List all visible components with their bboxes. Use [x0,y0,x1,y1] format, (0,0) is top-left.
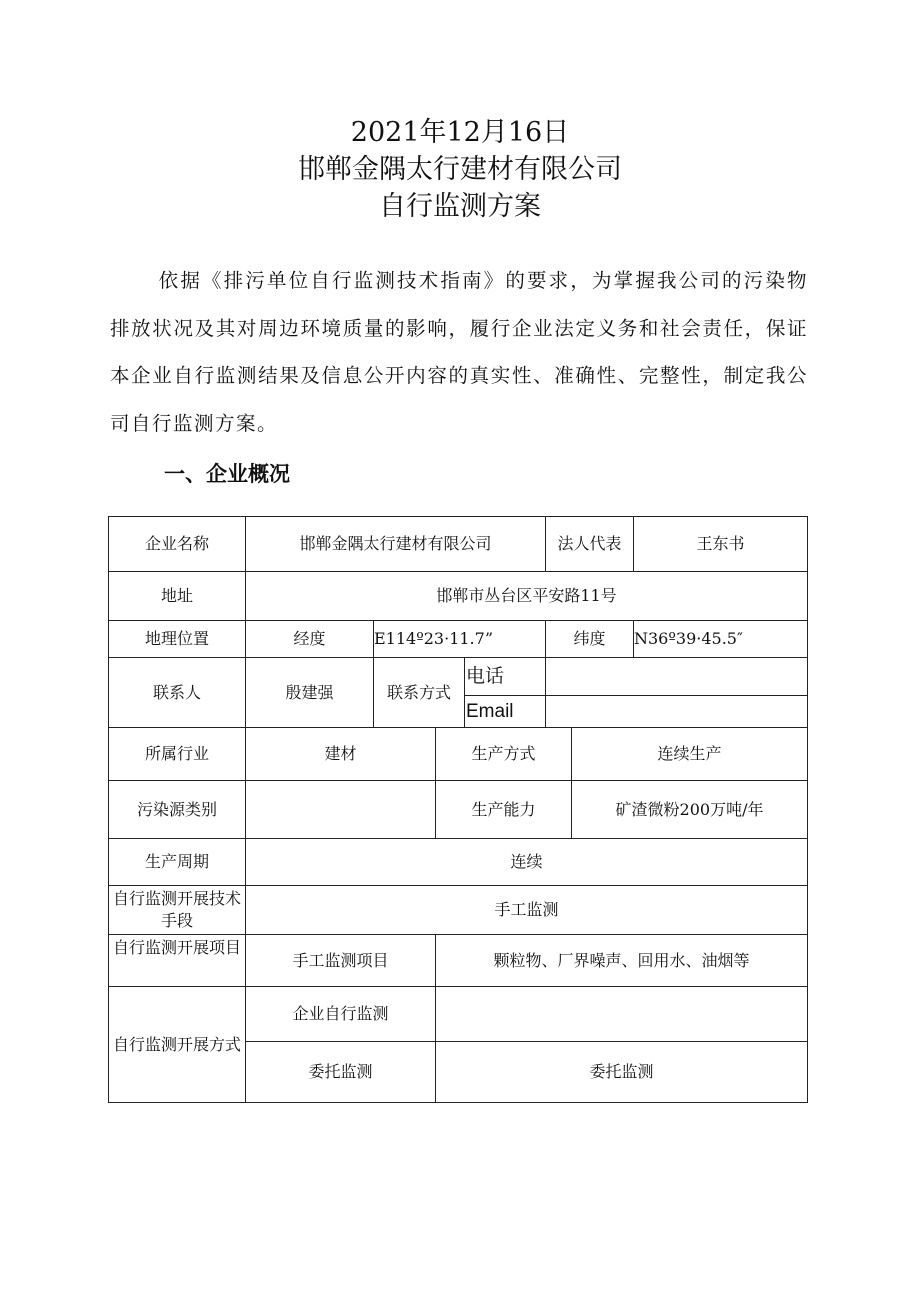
document-date: 2021年12月16日 [350,117,570,148]
value-monitoring-technique: 手工监测 [246,886,808,935]
title-block [0,114,920,225]
value-legal-rep: 王东书 [634,516,808,572]
label-geo-location: 地理位置 [108,621,246,658]
section-heading-overview: 一、企业概况 [164,462,290,486]
label-monitoring-items: 自行监测开展项目 [108,935,246,987]
label-production-cycle: 生产周期 [108,839,246,886]
label-contact-method: 联系方式 [374,658,465,728]
label-monitoring-technique: 自行监测开展技术手段 [108,886,246,935]
label-manual-items: 手工监测项目 [246,935,436,987]
value-entrusted-monitoring: 委托监测 [436,1042,808,1103]
value-self-monitoring [436,987,808,1042]
label-pollution-type: 污染源类别 [108,781,246,839]
value-manual-items: 颗粒物、厂界噪声、回用水、油烟等 [436,935,808,987]
value-industry: 建材 [246,728,436,781]
value-production-cycle: 连续 [246,839,808,886]
label-contact: 联系人 [108,658,246,728]
value-latitude: N36º39·45.5″ [634,621,808,658]
value-email [546,696,808,728]
label-capacity: 生产能力 [436,781,572,839]
company-title: 邯郸金隅太行建材有限公司 [298,154,622,185]
label-address: 地址 [108,572,246,621]
label-legal-rep: 法人代表 [546,516,634,572]
value-production-mode: 连续生产 [572,728,808,781]
label-production-mode: 生产方式 [436,728,572,781]
intro-paragraph [110,257,808,447]
label-self-monitoring: 企业自行监测 [246,987,436,1042]
label-monitoring-mode: 自行监测开展方式 [108,987,246,1103]
document-title: 自行监测方案 [379,191,541,222]
label-latitude: 纬度 [546,621,634,658]
label-email: Email [465,696,546,728]
label-longitude: 经度 [246,621,374,658]
value-capacity: 矿渣微粉200万吨/年 [572,781,808,839]
label-phone: 电话 [465,658,546,696]
label-industry: 所属行业 [108,728,246,781]
value-longitude: E114º23·11.7” [374,621,546,658]
value-phone [546,658,808,696]
value-address: 邯郸市丛台区平安路11号 [246,572,808,621]
label-company-name: 企业名称 [108,516,246,572]
value-contact: 殷建强 [246,658,374,728]
label-entrusted-monitoring: 委托监测 [246,1042,436,1103]
value-pollution-type [246,781,436,839]
value-company-name: 邯郸金隅太行建材有限公司 [246,516,546,572]
intro-text: 依据《排污单位自行监测技术指南》的要求，为掌握我公司的污染物排放状况及其对周边环境质量的影响，履行企业法定义务和社会责任，保证本企业自行监测结果及信息公开内容的真实性、准确性、完整性，制定我公司自行监测方案。 [110,269,808,435]
company-overview-table [108,516,808,1103]
